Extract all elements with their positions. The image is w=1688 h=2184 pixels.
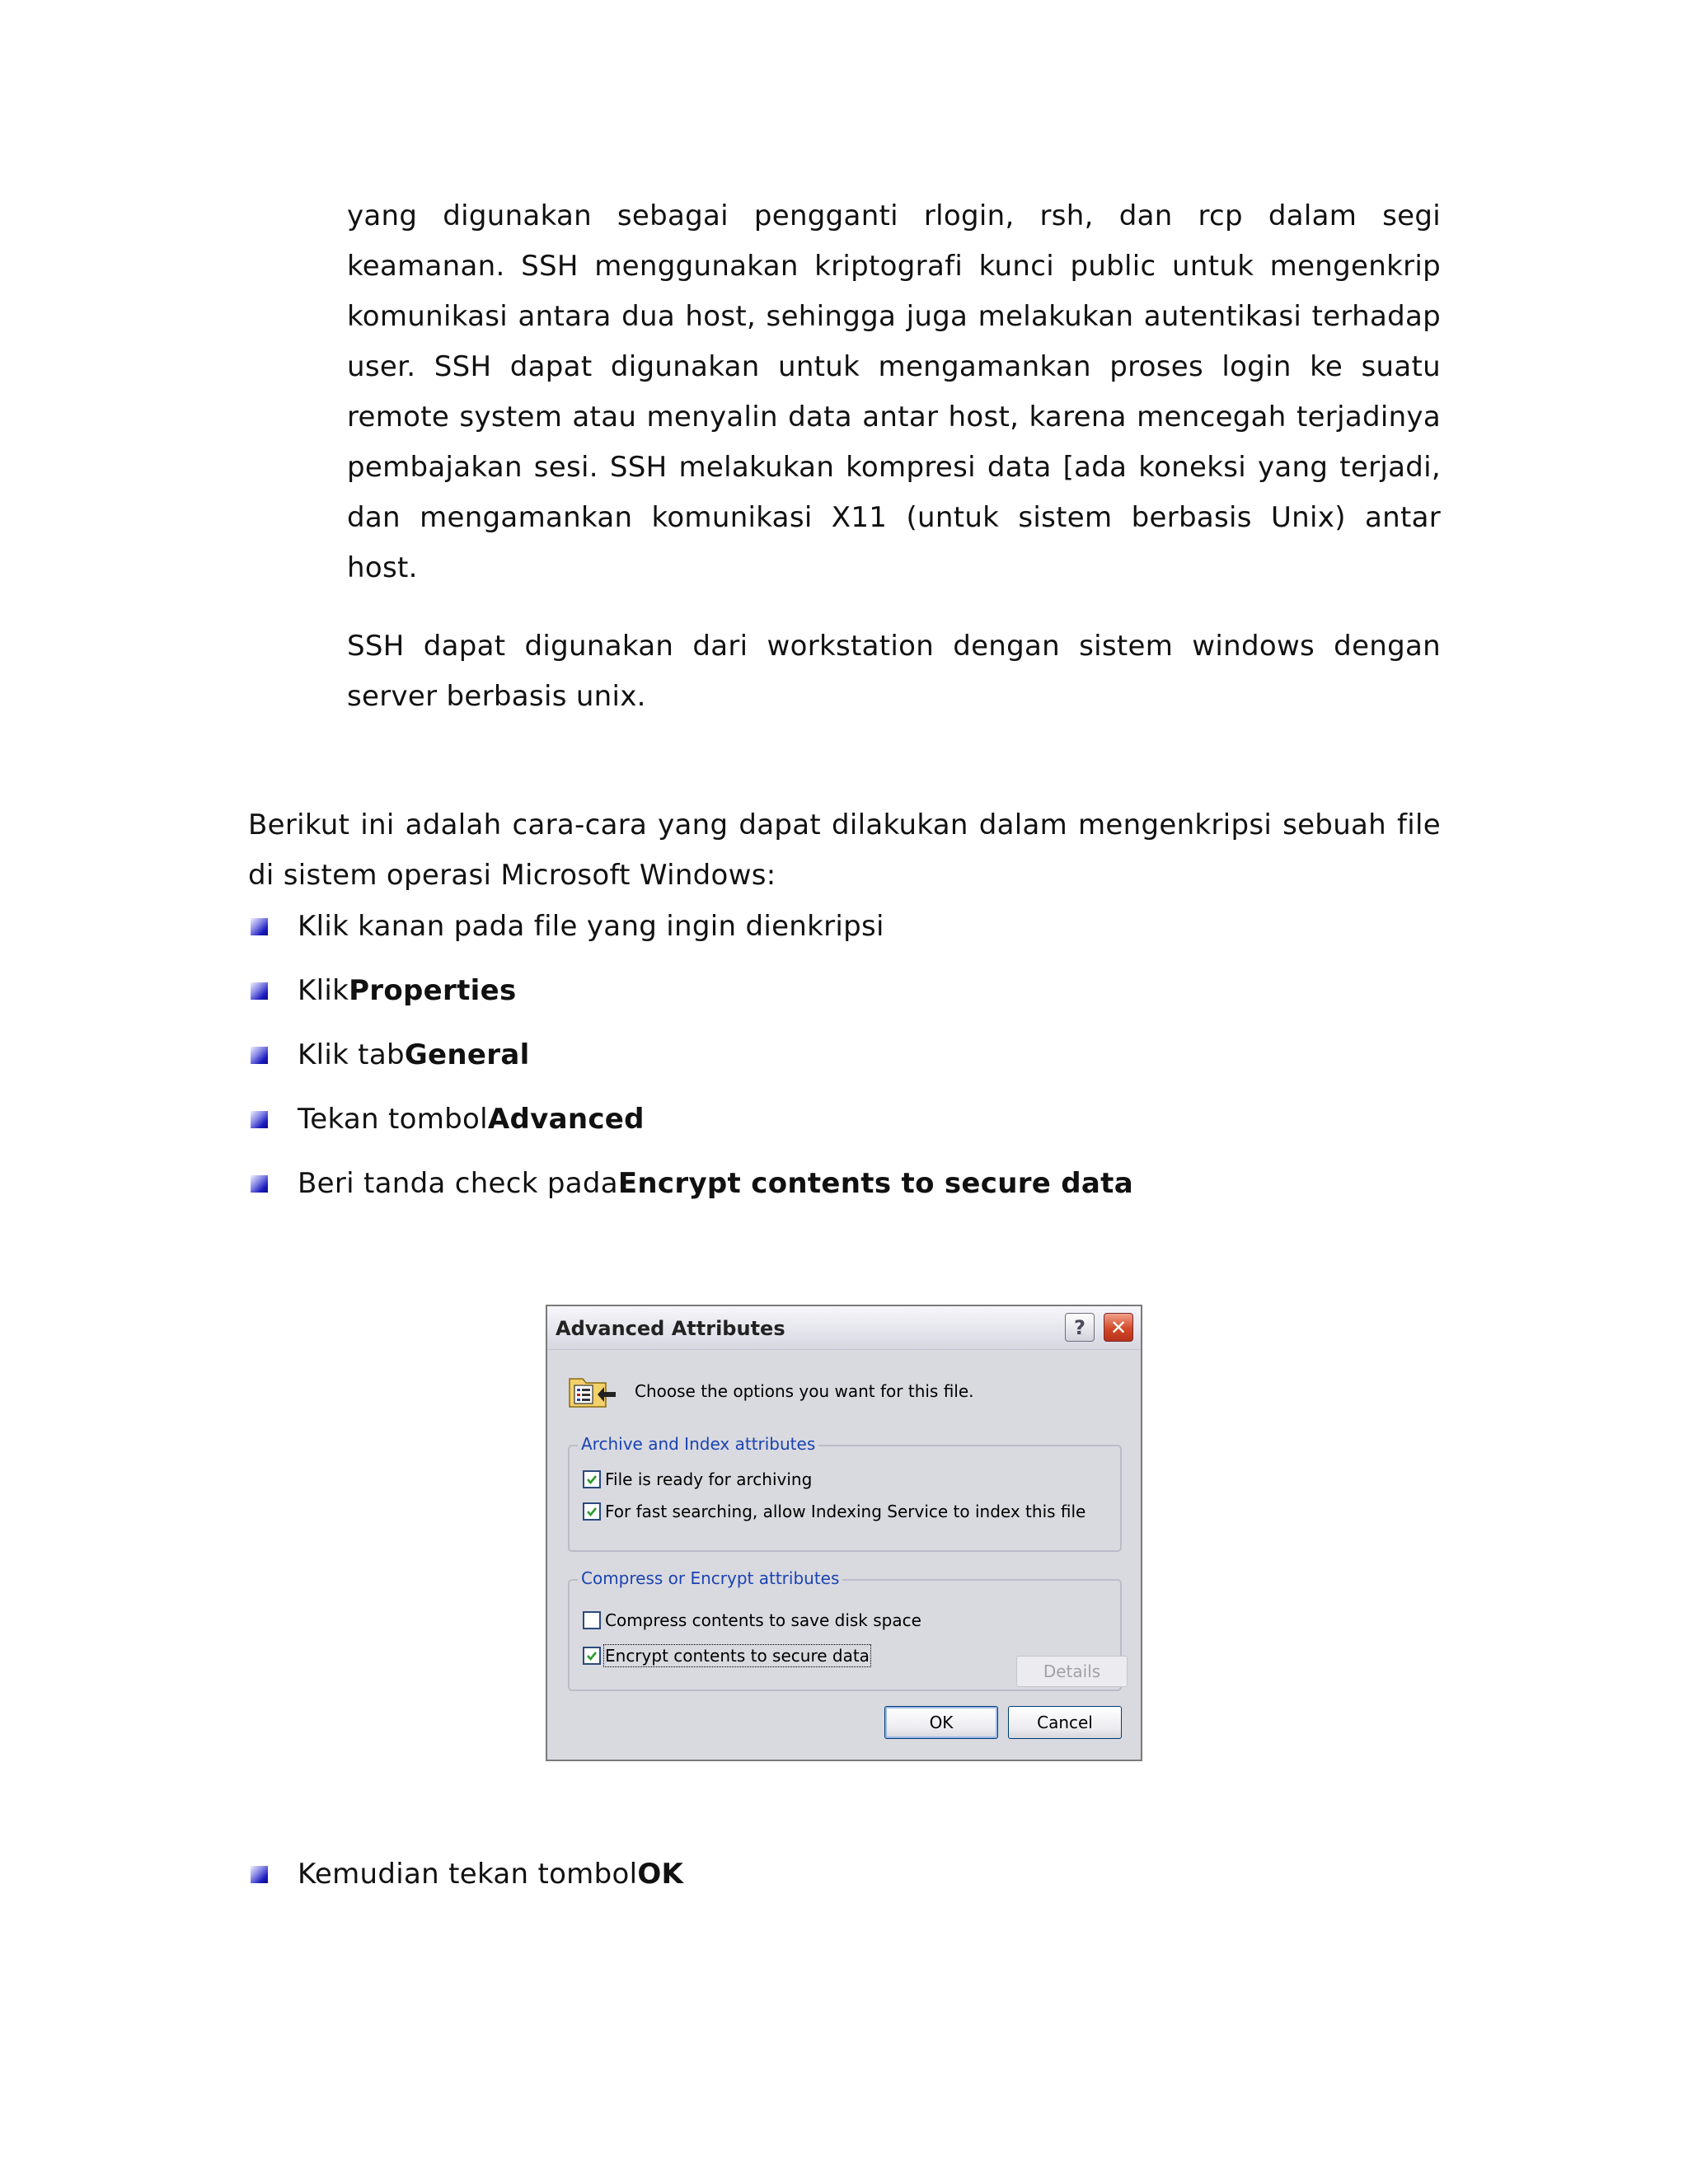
ssh-description-paragraph: yang digunakan sebagai pengganti rlogin, rsh, dan rcp dalam segi keamanan. SSH menggunakan kriptografi kunci public untuk mengenkrip komunikasi antara dua host, sehingga juga melakukan autentikasi terhadap user. SSH dapat digunakan untuk mengamankan proses login ke suatu remote system atau menyalin data antar host, karena mencegah terjadinya pembajakan sesi. SSH melakukan kompresi data [ada koneksi yang terjadi, dan mengamankan komunikasi X11 (untuk sistem berbasis Unix) antar host.	[347, 199, 1441, 584]
bullet-icon	[251, 1047, 268, 1064]
dialog-title: Advanced Attributes	[556, 1317, 785, 1340]
help-button[interactable]	[1065, 1313, 1095, 1342]
help-icon: ?	[1074, 1315, 1085, 1339]
compress-group-legend: Compress or Encrypt attributes	[578, 1568, 842, 1588]
compress-checkbox[interactable]	[583, 1611, 601, 1629]
close-button[interactable]	[1104, 1313, 1133, 1342]
compress-option[interactable]	[583, 1610, 921, 1630]
step-text: Klik	[298, 974, 349, 1007]
archive-group-legend: Archive and Index attributes	[578, 1434, 818, 1454]
indexing-option[interactable]	[583, 1502, 1085, 1521]
dialog-titlebar[interactable]	[547, 1306, 1141, 1350]
indexing-label: For fast searching, allow Indexing Service to index this file	[605, 1502, 1086, 1521]
step-text: Klik kanan pada file yang ingin dienkripsi	[298, 910, 884, 943]
archiving-checkbox[interactable]	[583, 1470, 601, 1488]
check-icon	[586, 1474, 598, 1485]
details-button[interactable]: Details	[1016, 1656, 1128, 1687]
step-text: Beri tanda check pada	[298, 1167, 618, 1200]
archiving-label: File is ready for archiving	[605, 1469, 813, 1489]
check-icon	[586, 1506, 598, 1517]
step-item	[251, 966, 517, 1015]
cancel-button[interactable]: Cancel	[1008, 1706, 1122, 1739]
step-item	[251, 1030, 530, 1080]
bullet-icon	[251, 982, 268, 1000]
ok-button[interactable]: OK	[884, 1706, 998, 1739]
close-icon: ✕	[1109, 1315, 1128, 1339]
compress-encrypt-group	[568, 1568, 1122, 1691]
bullet-icon	[251, 1866, 268, 1883]
encrypt-checkbox[interactable]	[583, 1647, 601, 1665]
step-text: Klik tab	[298, 1038, 405, 1071]
archiving-option[interactable]	[583, 1469, 812, 1489]
step-item	[251, 1159, 1133, 1208]
step-keyword: OK	[637, 1858, 684, 1891]
advanced-attributes-dialog	[546, 1305, 1142, 1761]
step-keyword: Advanced	[487, 1103, 645, 1136]
compress-label: Compress contents to save disk space	[605, 1610, 921, 1630]
indexing-checkbox[interactable]	[583, 1502, 601, 1521]
step-keyword: General	[404, 1038, 530, 1071]
step-text: Kemudian tekan tombol	[298, 1858, 638, 1891]
encrypt-label: Encrypt contents to secure data	[605, 1646, 870, 1666]
step-keyword: Encrypt contents to secure data	[617, 1167, 1133, 1200]
bullet-icon	[251, 918, 268, 935]
step-item	[251, 902, 884, 951]
intro-paragraph: Berikut ini adalah cara-cara yang dapat dilakukan dalam mengenkripsi sebuah file di sistem operasi Microsoft Windows:	[248, 808, 1441, 892]
step-text: Tekan tombol	[298, 1103, 488, 1136]
step-item	[251, 1849, 683, 1899]
archive-index-group	[568, 1434, 1122, 1552]
bullet-icon	[251, 1175, 268, 1193]
step-keyword: Properties	[349, 974, 517, 1007]
bullet-icon	[251, 1111, 268, 1128]
file-attributes-icon	[568, 1372, 617, 1408]
ssh-windows-paragraph: SSH dapat digunakan dari workstation dengan sistem windows dengan server berbasis unix.	[347, 630, 1441, 713]
step-item	[251, 1094, 645, 1144]
check-icon	[586, 1650, 598, 1661]
encrypt-option[interactable]	[583, 1646, 870, 1666]
dialog-instruction: Choose the options you want for this file.	[635, 1381, 974, 1401]
